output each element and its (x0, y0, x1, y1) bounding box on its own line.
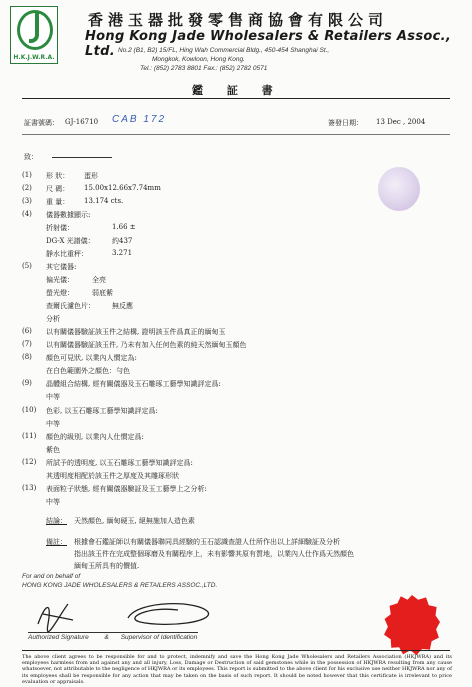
cert-no-label: 証書號碼： (24, 119, 59, 127)
issue-date-value: 13 Dec , 2004 (376, 118, 426, 126)
certificate-title: 鑑 証 書 (192, 84, 283, 97)
address-line-2: Mongkok, Kowloon, Hong Kong. (152, 56, 245, 63)
red-seal (384, 595, 440, 655)
meta-divider (22, 134, 450, 135)
top-divider (22, 98, 450, 99)
behalf-line-2: HONG KONG JADE WHOLESALERS & RETAILERS ASSOC.,LTD. (22, 582, 218, 589)
logo-j-shape (29, 13, 39, 43)
org-name-chinese: 香港玉器批發零售商協會有限公司 (88, 11, 389, 29)
to-label: 致： (24, 153, 38, 161)
certificate-page: H.K.J.W.R.A. 香港玉器批發零售商協會有限公司 Hong Kong Jade Wholesalers & Retailers Assoc., Ltd. No.2 (B1, B2) 15/FL, Hing Wah Commercial Bldg., 450-454 Shanghai St., Mongkok, Kowloon, Hong Kong. Tel.: (852) 2783 8801 Fax.: (852) 2782 0571 鑑 証 書 証書號碼： GJ-16710 CAB 172 簽發日期： 13 Dec , 2004 致： (1) 形 狀： 蛋形 (2) 尺 碼： 15.00x12.66x7.74mm (3) 重 量： 13.174 cts. (4) 儀器數據顯示: 折射儀： 1.66 ± DG-X 光譜儀： 約437 靜水比重秤： 3.271 (5) 其它儀器: 偏光儀： 全亮 螢光燈： 弱底紫 查爾氏濾色片： 無反應 分析 (6) 以有關儀器驗証該玉件之結構, 證明該玉件爲真正的緬甸玉 (7) 以有關儀器驗証該玉件, 乃未有加入任何色素的純天然緬甸玉顏色 (8) 顏色可見狀, 以業內人慣定為: 在白色範圍外之顏色：勻色 (9) 晶體組合結構, 經有關儀器及玉石雕琢工藝學知識評定爲: 中等 (10) 色彩, 以玉石雕琢工藝學知識評定爲: 中等 (11) 顏色的級別, 以業內人仕慣定爲: 紫色 (12) 所試予的透明度, 以玉石雕琢工藝學知識評定爲: 其透明度相配於該玉件之厚度及其雕琢形狀 (13) 表面粒子狀態, 經有關儀器驗証及玉工藝學上之分析: 中等 結論： 天然顏色, 緬甸硬玉, 絕無施加人造色素 備註： 根據會石鑑証師以有關儀器聯同具經驗的玉石認識查證人仕所作出以上詳細驗証及分析 指出該玉件在完成整個琢磨及有關程序上，未有影響其原有質地，以業內人仕作爲天然顏色 緬甸玉所具有的價值. For and on behalf of HONG KONG JADE WHOLESALERS & RETAILERS ASSOC.,LTD. Authorized Signature & Supervisor of Identification The above client agrees to be responsible for and to protect, indemnify and save the Hong Kong Jade Wholesalers and Retailers Association (HKJWRA) and its employees harmless from and against any and all injury, Loss, Damage or Destruction of said gemstones while in the possession of HKJWRA resulting from any cause whatsoever, not attributable to the negligence of HKJWRA or its employees. This report is submitted to the above client for his exclusive use neither HKJWRA nor any of its employees shall be responsible for any action that may be taken on the basis of such report. It should be noted however that this certificate is irrelevant to price evaluation or appraisals. (0, 0, 472, 687)
cert-no-value: GJ-16710 (65, 118, 99, 126)
contact-line: Tel.: (852) 2783 8801 Fax.: (852) 2782 0571 (140, 65, 268, 72)
handwritten-ref: CAB 172 (112, 114, 167, 125)
logo-text: H.K.J.W.R.A. (13, 54, 55, 61)
org-name-english: Hong Kong Jade Wholesalers & Retailers Assoc., Ltd. (85, 29, 452, 59)
to-blank-line (52, 157, 112, 158)
footer-disclaimer: The above client agrees to be responsible for and to protect, indemnify and save the Hong Kong Jade Wholesalers and Retailers Association (HKJWRA) and its employees harmless from and against any and all injury, Loss, Damage or Destruction of said gemstones while in the possession of HKJWRA resulting from any cause whatsoever, not attributable to the negligence of HKJWRA or its employees. This report is submitted to the above client for his exclusive use neither HKJWRA nor any of its employees shall be responsible for any action that may be taken on the basis of such report. It should be noted however that this certificate is irrelevant to price evaluation or appraisals. (22, 654, 452, 685)
footer-divider (22, 650, 450, 651)
address-line-1: No.2 (B1, B2) 15/FL, Hing Wah Commercial Bldg., 450-454 Shanghai St., (118, 47, 330, 54)
authorized-signature-mark (38, 604, 73, 632)
gemstone-photo (378, 167, 420, 211)
issue-date-label: 簽發日期： (328, 119, 363, 127)
behalf-line-1: For and on behalf of (22, 573, 81, 580)
signature-line: Authorized Signature & Supervisor of Identification (28, 634, 198, 641)
association-logo (10, 6, 58, 64)
supervisor-signature-mark (128, 604, 209, 625)
